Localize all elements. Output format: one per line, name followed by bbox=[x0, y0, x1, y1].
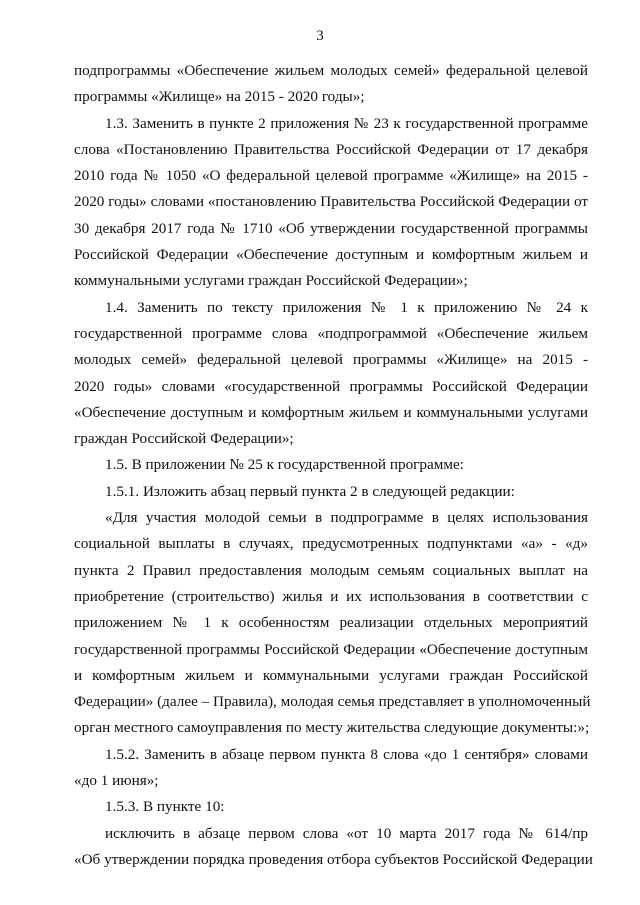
paragraph-p3 bbox=[74, 452, 588, 478]
text-line: государственной программе слова «подпрограммой «Обеспечение жильем bbox=[74, 324, 588, 342]
paragraph-p1 bbox=[74, 111, 588, 295]
text-line: пункта 2 Правил предоставления молодым семьям социальных выплат на bbox=[74, 561, 588, 579]
text-line: 1.5.1. Изложить абзац первый пункта 2 в следующей редакции: bbox=[105, 482, 515, 500]
text-line: приложением № 1 к особенностям реализации отдельных мероприятий bbox=[74, 614, 588, 632]
text-line: Российской Федерации «Обеспечение доступным и комфортным жильем и bbox=[74, 246, 588, 264]
text-line: коммунальными услугами граждан Российской Федерации»; bbox=[74, 272, 468, 290]
text-line: молодых семей» федеральной целевой программы «Жилище» на 2015 - bbox=[74, 351, 588, 369]
text-line: 1.4. Заменить по тексту приложения № 1 к приложению № 24 к bbox=[105, 298, 588, 316]
paragraph-p2 bbox=[74, 295, 588, 453]
text-line: 2010 года № 1050 «О федеральной целевой программе «Жилище» на 2015 - bbox=[74, 167, 588, 185]
text-line: слова «Постановлению Правительства Российской Федерации от 17 декабря bbox=[74, 140, 588, 158]
paragraph-p6 bbox=[74, 742, 588, 795]
paragraph-p0 bbox=[74, 58, 588, 111]
document-body bbox=[74, 58, 593, 873]
page-number: 3 bbox=[316, 28, 324, 44]
text-line: программы «Жилище» на 2015 - 2020 годы»; bbox=[74, 88, 365, 106]
text-line: 1.5.3. В пункте 10: bbox=[105, 798, 225, 816]
paragraph-p8 bbox=[74, 821, 593, 874]
text-line: подпрограммы «Обеспечение жильем молодых семей» федеральной целевой bbox=[74, 62, 588, 79]
text-line: 1.5. В приложении № 25 к государственной программе: bbox=[105, 456, 464, 474]
paragraph-p7 bbox=[74, 794, 588, 820]
text-line: Федерации» (далее – Правила), молодая семья представляет в уполномоченный bbox=[74, 693, 591, 711]
text-line: социальной выплаты в случаях, предусмотренных подпунктами «а» - «д» bbox=[74, 535, 588, 553]
text-line: исключить в абзаце первом слова «от 10 марта 2017 года № 614/пр bbox=[105, 824, 588, 842]
text-line: приобретение (строительство) жилья и их использования в соответствии с bbox=[74, 587, 588, 605]
text-line: граждан Российской Федерации»; bbox=[74, 430, 294, 448]
paragraph-p4 bbox=[74, 479, 588, 505]
text-line: «до 1 июня»; bbox=[74, 772, 159, 790]
paragraph-p5 bbox=[74, 505, 591, 742]
text-line: «Для участия молодой семьи в подпрограмме в целях использования bbox=[105, 509, 588, 527]
text-line: «Обеспечение доступным и комфортным жильем и коммунальными услугами bbox=[74, 403, 588, 421]
text-line: 1.3. Заменить в пункте 2 приложения № 23 к государственной программе bbox=[105, 114, 588, 132]
text-line: 2020 годы» словами «государственной программы Российской Федерации bbox=[74, 377, 588, 395]
text-line: и комфортным жильем и коммунальными услугами граждан Российской bbox=[74, 666, 588, 684]
text-line: орган местного самоуправления по месту жительства следующие документы:»; bbox=[74, 719, 590, 737]
text-line: «Об утверждении порядка проведения отбора субъектов Российской Федерации bbox=[74, 850, 593, 868]
text-line: 1.5.2. Заменить в абзаце первом пункта 8 слова «до 1 сентября» словами bbox=[105, 745, 588, 763]
text-line: 30 декабря 2017 года № 1710 «Об утверждении государственной программы bbox=[74, 219, 588, 237]
text-line: государственной программы Российской Федерации «Обеспечение доступным bbox=[74, 640, 588, 658]
text-line: 2020 годы» словами «постановлению Правительства Российской Федерации от bbox=[74, 193, 588, 211]
